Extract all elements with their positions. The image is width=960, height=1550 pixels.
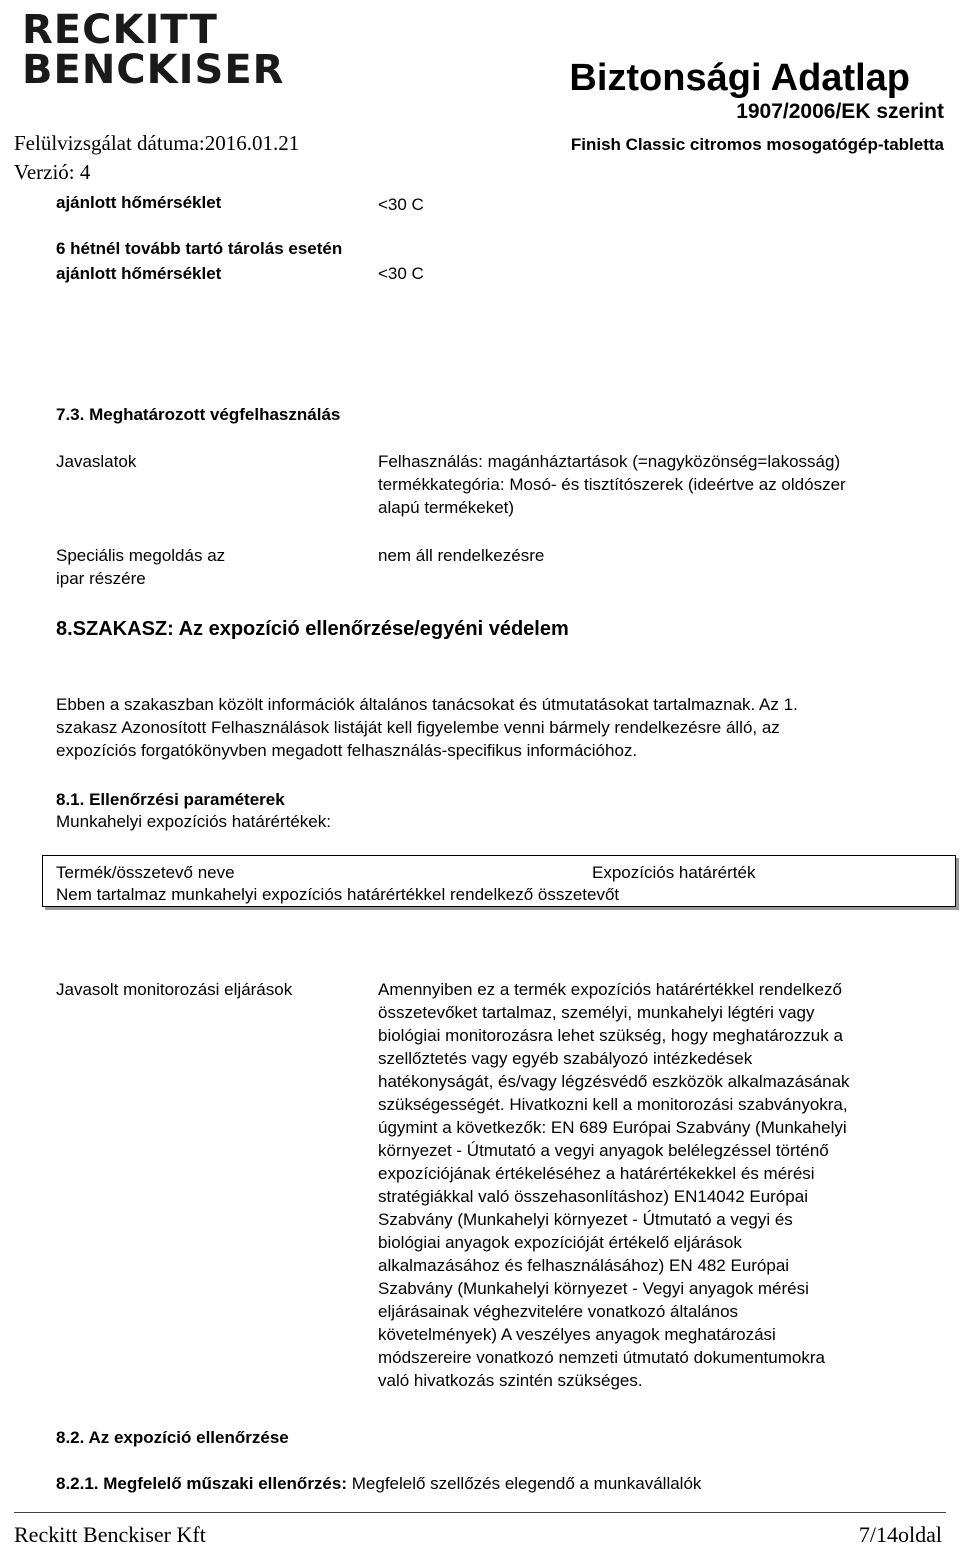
storage-temp-label-1: ajánlott hőmérséklet [56,193,222,212]
monitoring-line: expozíciójának értékeléséhez a határértékekkel és mérési [378,1164,815,1183]
recommendations-line-3: alapú termékeket) [378,498,515,517]
document-title: Biztonsági Adatlap [569,57,910,99]
section-8-1-text: Munkahelyi expozíciós határértékek: [56,812,331,831]
section-8-intro-line-2: szakasz Azonosított Felhasználások listáját kell figyelembe venni bármely rendelkezésre álló, az [56,718,780,737]
storage-temp-value-2: <30 C [378,264,424,283]
section-8-2-1-text: Megfelelő szellőzés elegendő a munkavállalók [351,1474,702,1493]
monitoring-line: környezet - Útmutató a vegyi anyagok belélegzéssel történő [378,1141,829,1160]
monitoring-line: összetevőket tartalmaz, személyi, munkahelyi légtéri vagy [378,1003,815,1022]
recommendations-label: Javaslatok [56,452,137,471]
limits-column-header-name: Termék/összetevő neve [56,863,235,882]
limits-table-row: Nem tartalmaz munkahelyi expozíciós határértékkel rendelkező összetevőt [56,885,620,904]
logo-line-2: BENCKISER [22,47,285,93]
section-8-intro-line-3: expozíciós forgatókönyvben megadott felhasználás-specifikus információhoz. [56,741,638,760]
monitoring-line: hatékonyságát, és/vagy légzésvédő eszközök alkalmazásának [378,1072,850,1091]
special-solution-label-line-1: Speciális megoldás az [56,546,226,565]
footer-page-number: 7/14oldal [858,1522,942,1547]
footer-company: Reckitt Benckiser Kft [14,1522,206,1547]
monitoring-text [378,978,948,1392]
section-8-heading: 8.SZAKASZ: Az expozíció ellenőrzése/egyéni védelem [56,618,569,640]
monitoring-line: módszereire vonatkozó nemzeti útmutató dokumentumokra [378,1348,825,1367]
recommendations-line-1: Felhasználás: magánháztartások (=nagyközönség=lakosság) [378,452,841,471]
monitoring-line: stratégiákkal való összehasonlításhoz) EN14042 Európai [378,1187,808,1206]
version-label: Verzió: 4 [14,160,91,184]
storage-temp-value-1: <30 C [378,195,424,214]
regulation-subtitle: 1907/2006/EK szerint [736,100,944,123]
monitoring-line: alkalmazásához és felhasználásához) EN 482 Európai [378,1256,790,1275]
monitoring-line: szükségességét. Hivatkozni kell a monitorozási szabványokra, [378,1095,848,1114]
monitoring-line: Amennyiben ez a termék expozíciós határértékkel rendelkező [378,980,842,999]
monitoring-line: követelmények) A veszélyes anyagok meghatározási [378,1325,776,1344]
special-solution-label [56,544,225,590]
section-8-2-1-label: 8.2.1. Megfelelő műszaki ellenőrzés: [56,1474,348,1493]
section-7-3-heading: 7.3. Meghatározott végfelhasználás [56,405,341,424]
longterm-storage-heading: 6 hétnél tovább tartó tárolás esetén [56,239,343,258]
monitoring-line: biológiai anyagok expozícióját értékelő eljárások [378,1233,742,1252]
product-name: Finish Classic citromos mosogatógép-tabletta [570,135,944,154]
section-8-2-1 [56,1472,701,1495]
monitoring-line: Szabvány (Munkahelyi környezet - Útmutató a vegyi és [378,1210,793,1229]
section-8-2-heading: 8.2. Az expozíció ellenőrzése [56,1428,289,1447]
monitoring-line: való hivatkozás szintén szükséges. [378,1371,643,1390]
company-logo [22,7,285,93]
monitoring-line: szellőztetés vagy egyéb szabályozó intézkedések [378,1049,753,1068]
monitoring-line: biológiai monitorozásra lehet szükség, hogy meghatározzuk a [378,1026,843,1045]
recommendations-text [378,450,846,519]
monitoring-label: Javasolt monitorozási eljárások [56,980,293,999]
logo-line-1: RECKITT [22,7,218,53]
section-8-intro [56,693,798,762]
section-8-intro-line-1: Ebben a szakaszban közölt információk általános tanácsokat és útmutatásokat tartalmaznak. Az 1. [56,695,798,714]
revision-date: Felülvizsgálat dátuma:2016.01.21 [14,131,300,155]
monitoring-line: úgymint a következők: EN 689 Európai Szabvány (Munkahelyi [378,1118,847,1137]
monitoring-line: eljárásainak véghezvitelére vonatkozó általános [378,1302,739,1321]
storage-temp-label-2: ajánlott hőmérséklet [56,264,222,283]
recommendations-line-2: termékkategória: Mosó- és tisztítószerek (ideértve az oldószer [378,475,846,494]
exposure-limits-table [42,855,956,907]
limits-column-header-value: Expozíciós határérték [592,863,756,882]
special-solution-label-line-2: ipar részére [56,569,146,588]
monitoring-line: Szabvány (Munkahelyi környezet - Vegyi anyagok mérési [378,1279,809,1298]
section-8-1-heading: 8.1. Ellenőrzési paraméterek [56,790,285,809]
footer-rule [14,1512,946,1513]
special-solution-value: nem áll rendelkezésre [378,546,545,565]
